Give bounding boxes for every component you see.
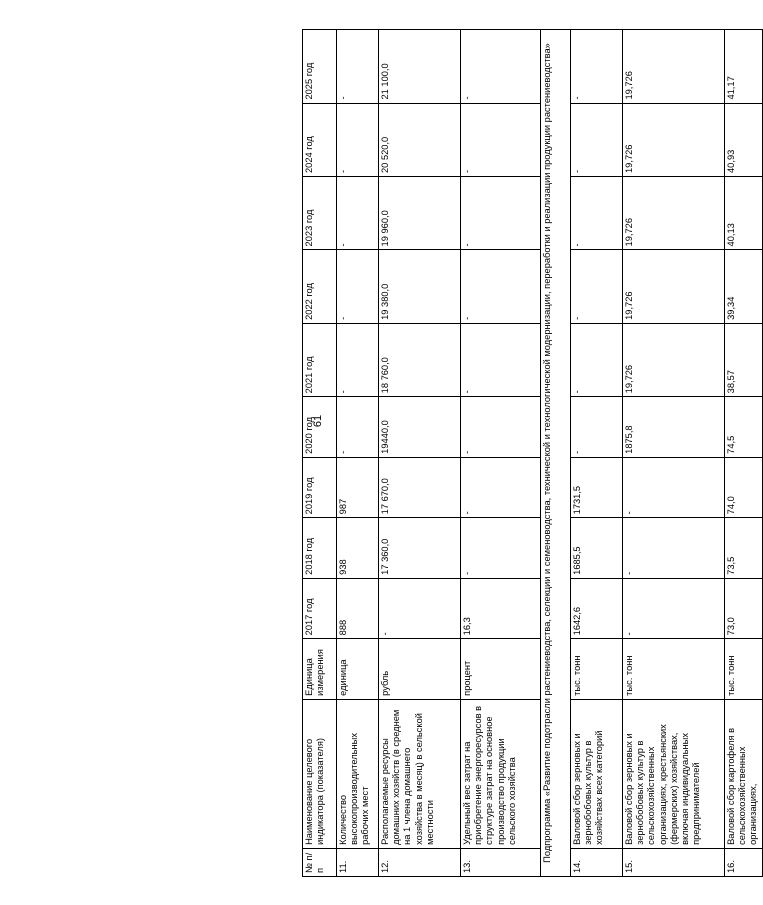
table-cell: - [461,103,541,176]
header-cell: 2025 год [303,30,337,104]
table-cell: 73,0 [725,578,763,639]
table-cell: - [623,578,725,639]
table-cell: 15. [623,848,725,876]
table-cell: 987 [337,457,379,518]
table-cell: 41,17 [725,30,763,104]
table-cell: 21 100,0 [379,30,461,104]
table-row [379,30,461,877]
header-row [303,30,337,877]
table-cell: 19440,0 [379,397,461,458]
table-cell: 1875,8 [623,397,725,458]
table-cell: - [571,30,623,104]
table-row [571,30,623,877]
table-cell: 16,3 [461,578,541,639]
table-cell: 17 360,0 [379,518,461,579]
table-cell: 19 960,0 [379,176,461,249]
header-cell: 2021 год [303,323,337,396]
table-cell: - [461,30,541,104]
header-cell: 2017 год [303,578,337,639]
table-cell: тыс. тонн [725,639,763,700]
table-cell: 19,726 [623,250,725,323]
indicator-table [302,29,763,877]
header-cell: 2022 год [303,250,337,323]
table-cell: процент [461,639,541,700]
table-cell: - [337,250,379,323]
table-cell: - [461,457,541,518]
header-cell: 2024 год [303,103,337,176]
table-row [725,30,763,877]
table-cell: Количество высокопроизводительных рабочих мест [337,699,379,848]
table-cell: 40,93 [725,103,763,176]
table-cell: - [461,518,541,579]
header-cell: 2023 год [303,176,337,249]
table-cell: 19 380,0 [379,250,461,323]
header-cell: 2020 год [303,397,337,458]
table-cell: 16. [725,848,763,876]
table-cell: 18 760,0 [379,323,461,396]
table-cell: Располагаемые ресурсы домашних хозяйств (в среднем на 1 члена домашнего хозяйства в месяц) в сельской местности [379,699,461,848]
table-cell: - [379,578,461,639]
table-cell: 74,0 [725,457,763,518]
table-row [623,30,725,877]
table-row [337,30,379,877]
table-cell: 1685,5 [571,518,623,579]
table-cell: 74,5 [725,397,763,458]
table-cell: 73,5 [725,518,763,579]
table-cell: 19,726 [623,323,725,396]
table-cell: 12. [379,848,461,876]
table-cell: Удельный вес затрат на приобретение энергоресурсов в структуре затрат на основное производство продукции сельского хозяйства [461,699,541,848]
table-cell: 938 [337,518,379,579]
table-cell: тыс. тонн [623,639,725,700]
table-cell: - [623,457,725,518]
subprogram-row [541,30,571,877]
table-cell: 17 670,0 [379,457,461,518]
indicator-table-sheet [302,29,759,877]
table-cell: - [571,103,623,176]
table-cell: 19,726 [623,30,725,104]
table-cell: - [461,323,541,396]
table-cell: тыс. тонн [571,639,623,700]
header-cell: Наименование целевого индикатора (показателя) [303,699,337,848]
table-cell: 888 [337,578,379,639]
table-cell: Валовой сбор зерновых и зернобобовых культур в сельскохозяйственных организациях, крестьянских (фермерских) хозяйствах, включая индивидуальных предпринимателей [623,699,725,848]
table-cell: - [337,397,379,458]
header-cell: 2019 год [303,457,337,518]
table-cell: - [461,250,541,323]
table-cell: - [461,176,541,249]
table-cell: - [623,518,725,579]
table-cell: - [337,103,379,176]
table-cell: 40,13 [725,176,763,249]
table-cell: - [571,176,623,249]
table-row [461,30,541,877]
table-cell: единица [337,639,379,700]
table-cell: - [571,250,623,323]
header-cell: 2018 год [303,518,337,579]
table-cell: 20 520,0 [379,103,461,176]
table-cell: - [461,397,541,458]
table-cell: - [571,397,623,458]
table-cell: 13. [461,848,541,876]
header-cell: № п/п [303,848,337,876]
header-cell: Единица измерения [303,639,337,700]
table-cell: 19,726 [623,176,725,249]
table-cell: рубль [379,639,461,700]
table-cell: 19,726 [623,103,725,176]
table-cell: - [337,323,379,396]
table-cell: 1642,6 [571,578,623,639]
table-cell: 14. [571,848,623,876]
table-cell: - [337,30,379,104]
page-number: 61 [312,414,325,428]
table-cell: Валовой сбор картофеля в сельскохозяйственных организациях, [725,699,763,848]
table-cell: 11. [337,848,379,876]
table-cell: 1731,5 [571,457,623,518]
table-cell: - [337,176,379,249]
table-cell: 38,57 [725,323,763,396]
table-cell: Валовой сбор зерновых и зернобобовых культур в хозяйствах всех категорий [571,699,623,848]
table-cell: 39,34 [725,250,763,323]
subprogram-title: Подпрограмма «Развитие подотрасли растениеводства, селекции и семеноводства, технической и технологической модернизации, переработки и реализации продукции растениеводства» [541,30,571,877]
table-cell: - [571,323,623,396]
